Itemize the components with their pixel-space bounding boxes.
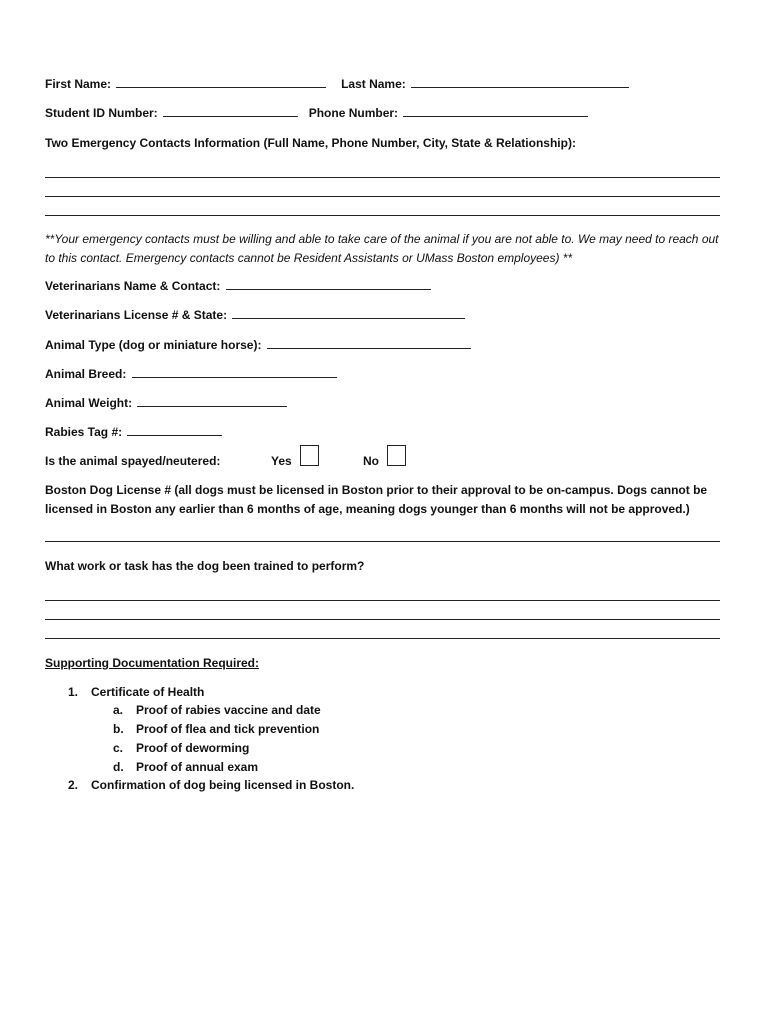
doc-subitem-letter: b. (113, 722, 124, 736)
student-id-field[interactable] (163, 106, 298, 117)
vet-license-field[interactable] (232, 308, 465, 319)
doc-subitem-flea-tick: Proof of flea and tick prevention (136, 722, 320, 736)
work-task-line-2[interactable] (45, 619, 720, 620)
animal-type-row (45, 338, 471, 352)
vet-name-label: Veterinarians Name & Contact: (45, 279, 221, 293)
first-name-field[interactable] (116, 77, 326, 88)
emergency-contact-line-3[interactable] (45, 215, 720, 216)
student-id-label: Student ID Number: (45, 106, 158, 120)
emergency-contacts-heading: Two Emergency Contacts Information (Full Name, Phone Number, City, State & Relationship): (45, 136, 576, 150)
name-row (45, 77, 629, 91)
doc-subitem-letter: a. (113, 703, 124, 717)
last-name-label: Last Name: (341, 77, 406, 91)
animal-type-field[interactable] (267, 338, 471, 349)
work-task-line-3[interactable] (45, 638, 720, 639)
no-label: No (363, 454, 379, 468)
spayed-question: Is the animal spayed/neutered: (45, 454, 221, 468)
animal-breed-row (45, 367, 337, 381)
rabies-tag-label: Rabies Tag #: (45, 425, 123, 439)
work-task-question: What work or task has the dog been trained to perform? (45, 559, 365, 573)
animal-breed-label: Animal Breed: (45, 367, 127, 381)
doc-item-health-certificate: Certificate of Health (91, 685, 205, 699)
doc-subitem-letter: c. (113, 741, 124, 755)
doc-item-boston-license: Confirmation of dog being licensed in Boston. (91, 778, 355, 792)
doc-item-number: 1. (68, 685, 79, 699)
animal-weight-field[interactable] (137, 396, 287, 407)
animal-weight-label: Animal Weight: (45, 396, 133, 410)
doc-subitem-rabies: Proof of rabies vaccine and date (136, 703, 321, 717)
work-task-line-1[interactable] (45, 600, 720, 601)
id-phone-row (45, 106, 588, 120)
yes-checkbox[interactable] (300, 445, 319, 466)
vet-license-row (45, 308, 465, 322)
animal-type-label: Animal Type (dog or miniature horse): (45, 338, 262, 352)
yes-label: Yes (271, 454, 292, 468)
doc-subitem-letter: d. (113, 760, 124, 774)
last-name-field[interactable] (411, 77, 629, 88)
doc-item-number: 2. (68, 778, 79, 792)
boston-license-label: Boston Dog License # (all dogs must be licensed in Boston prior to their approval to be on-campus. Dogs cannot be licensed in Boston any earlier than 6 months of age, meaning dogs younger than 6 months will not be approved.) (45, 483, 708, 516)
emergency-contact-line-2[interactable] (45, 196, 720, 197)
emergency-contacts-note: **Your emergency contacts must be willing and able to take care of the animal if you are not able to. We may need to reach out to this contact. Emergency contacts cannot be Resident Assistants or UMass Boston employees) ** (45, 232, 719, 265)
documentation-heading: Supporting Documentation Required: (45, 656, 259, 670)
emergency-contact-line-1[interactable] (45, 177, 720, 178)
first-name-label: First Name: (45, 77, 112, 91)
phone-label: Phone Number: (308, 106, 399, 120)
animal-breed-field[interactable] (132, 367, 337, 378)
rabies-tag-field[interactable] (127, 425, 222, 436)
doc-subitem-deworming: Proof of deworming (136, 741, 250, 755)
rabies-tag-row (45, 425, 222, 439)
animal-weight-row (45, 396, 287, 410)
no-checkbox[interactable] (387, 445, 406, 466)
vet-license-label: Veterinarians License # & State: (45, 308, 228, 322)
vet-name-row (45, 279, 431, 293)
boston-license-line[interactable] (45, 541, 720, 542)
vet-name-field[interactable] (226, 279, 431, 290)
doc-subitem-annual-exam: Proof of annual exam (136, 760, 259, 774)
phone-field[interactable] (403, 106, 588, 117)
